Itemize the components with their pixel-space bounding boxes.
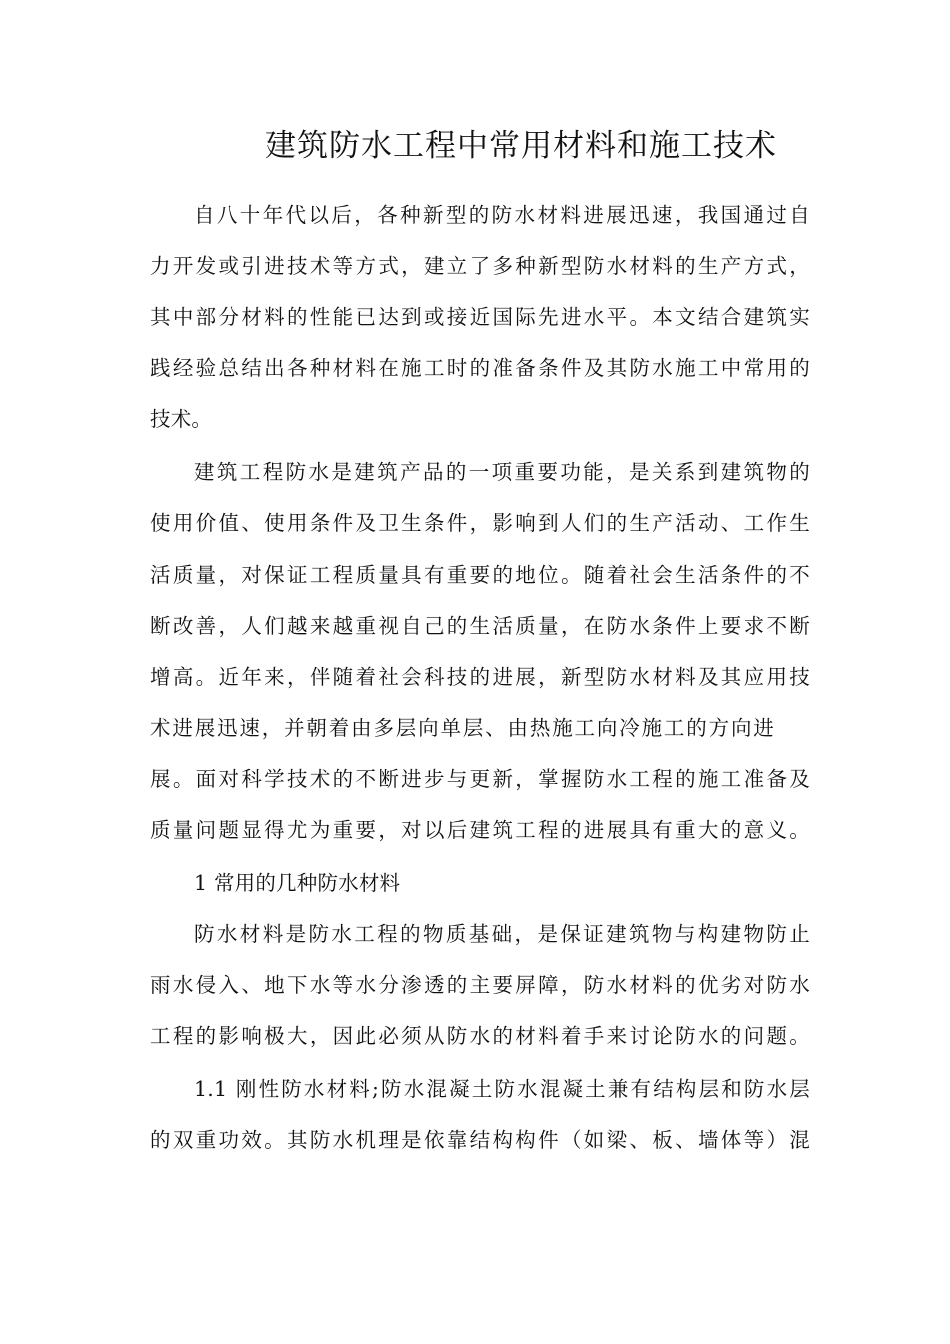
section-heading: 1 常用的几种防水材料 bbox=[194, 871, 401, 895]
paragraph-line: 建筑工程防水是建筑产品的一项重要功能，是关系到建筑物的 bbox=[194, 460, 810, 484]
paragraph-line: 工程的影响极大，因此必须从防水的材料着手来讨论防水的问题。 bbox=[150, 1024, 810, 1048]
paragraph-line: 术进展迅速，并朝着由多层向单层、由热施工向冷施工的方向进 bbox=[150, 716, 774, 740]
paragraph-line: 力开发或引进技术等方式，建立了多种新型防水材料的生产方式， bbox=[150, 254, 810, 278]
paragraph-line: 质量问题显得尤为重要，对以后建筑工程的进展具有重大的意义。 bbox=[150, 818, 810, 842]
paragraph-line: 践经验总结出各种材料在施工时的准备条件及其防水施工中常用的 bbox=[150, 356, 810, 380]
paragraph-line: 使用价值、使用条件及卫生条件，影响到人们的生产活动、工作生 bbox=[150, 511, 810, 535]
paragraph-line: 1.1 刚性防水材料;防水混凝土防水混凝土兼有结构层和防水层 bbox=[194, 1077, 810, 1101]
paragraph-line: 技术。 bbox=[150, 407, 213, 431]
paragraph-line: 雨水侵入、地下水等水分渗透的主要屏障，防水材料的优劣对防水 bbox=[150, 973, 810, 997]
paragraph-line: 活质量，对保证工程质量具有重要的地位。随着社会生活条件的不 bbox=[150, 563, 810, 587]
paragraph-line: 自八十年代以后，各种新型的防水材料进展迅速，我国通过自 bbox=[194, 203, 810, 227]
document-title: 建筑防水工程中常用材料和施工技术 bbox=[265, 128, 777, 164]
paragraph-line: 断改善，人们越来越重视自己的生活质量，在防水条件上要求不断 bbox=[150, 614, 810, 638]
paragraph-line: 的双重功效。其防水机理是依靠结构构件（如梁、板、墙体等）混 bbox=[150, 1128, 810, 1152]
paragraph-line: 防水材料是防水工程的物质基础，是保证建筑物与构建物防止 bbox=[194, 922, 810, 946]
paragraph-line: 其中部分材料的性能已达到或接近国际先进水平。本文结合建筑实 bbox=[150, 305, 810, 329]
paragraph-line: 增高。近年来，伴随着社会科技的进展，新型防水材料及其应用技 bbox=[150, 665, 810, 689]
paragraph-line: 展。面对科学技术的不断进步与更新，掌握防水工程的施工准备及 bbox=[150, 767, 810, 791]
